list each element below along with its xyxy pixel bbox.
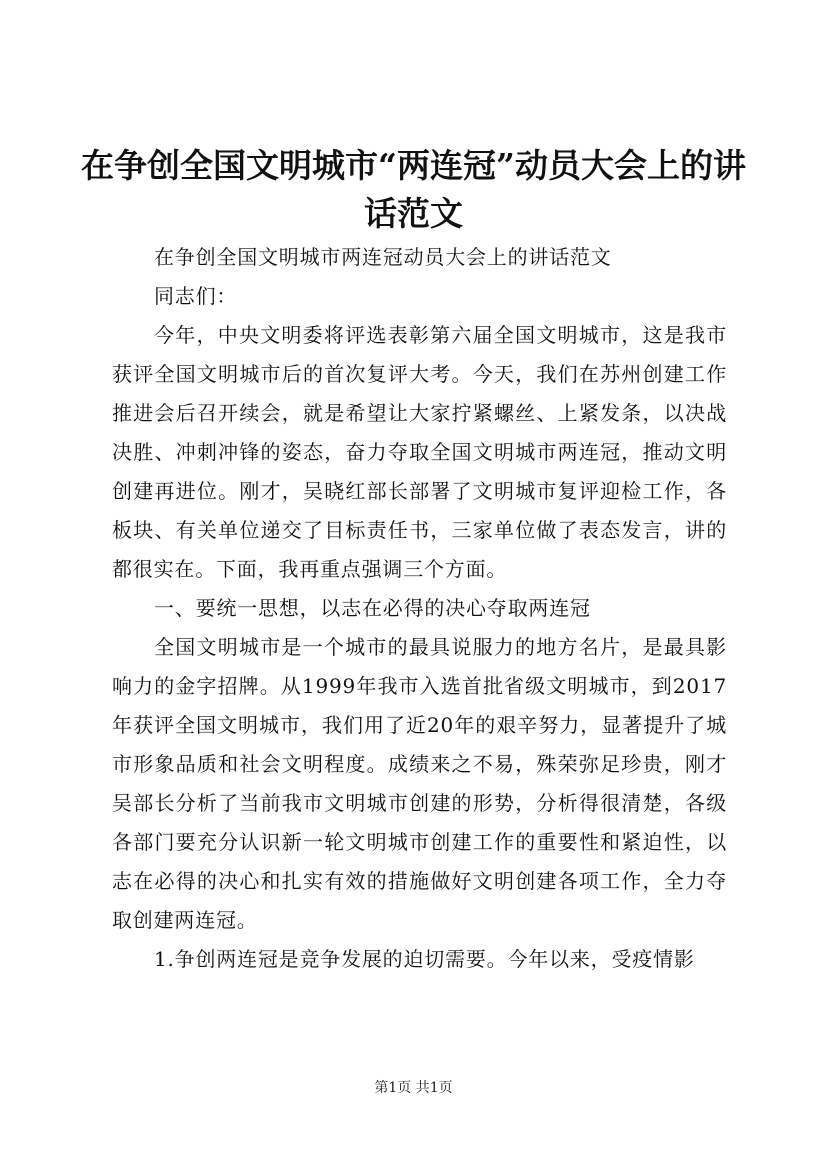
page-footer: 第1页 共1页 bbox=[374, 1080, 453, 1096]
paragraph-subtitle: 在争创全国文明城市两连冠动员大会上的讲话范文 bbox=[154, 245, 612, 269]
paragraph-salutation: 同志们： bbox=[154, 284, 238, 308]
document-body bbox=[112, 238, 727, 979]
paragraph-section-1: 全国文明城市是一个城市的最具说服力的地方名片，是最具影响力的金字招牌。从1999年我市入选首批省级文明城市，到2017年获评全国文明城市，我们用了近20年的艰辛努力，显著提升了城市形象品质和社会文明程度。成绩来之不易，殊荣弥足珍贵，刚才吴部长分析了当前我市文明城市创建的形势，分析得很清楚，各级各部门要充分认识新一轮文明城市创建工作的重要性和紧迫性，以志在必得的决心和扎实有效的措施做好文明创建各项工作，全力夺取创建两连冠。 bbox=[112, 635, 727, 932]
section-heading-1: 一、要统一思想，以志在必得的决心夺取两连冠 bbox=[154, 596, 591, 620]
document-title: 在争创全国文明城市“两连冠”动员大会上的讲话范文 bbox=[81, 146, 746, 233]
paragraph-intro: 今年，中央文明委将评选表彰第六届全国文明城市，这是我市获评全国文明城市后的首次复评大考。今天，我们在苏州创建工作推进会后召开续会，就是希望让大家拧紧螺丝、上紧发条，以决战决胜、冲刺冲锋的姿态，奋力夺取全国文明城市两连冠，推动文明创建再进位。刚才，吴晓红部长部署了文明城市复评迎检工作，各板块、有关单位递交了目标责任书，三家单位做了表态发言，讲的都很实在。下面，我再重点强调三个方面。 bbox=[112, 323, 727, 581]
paragraph-point-1: 1.争创两连冠是竞争发展的迫切需要。今年以来，受疫情影 bbox=[154, 947, 695, 971]
